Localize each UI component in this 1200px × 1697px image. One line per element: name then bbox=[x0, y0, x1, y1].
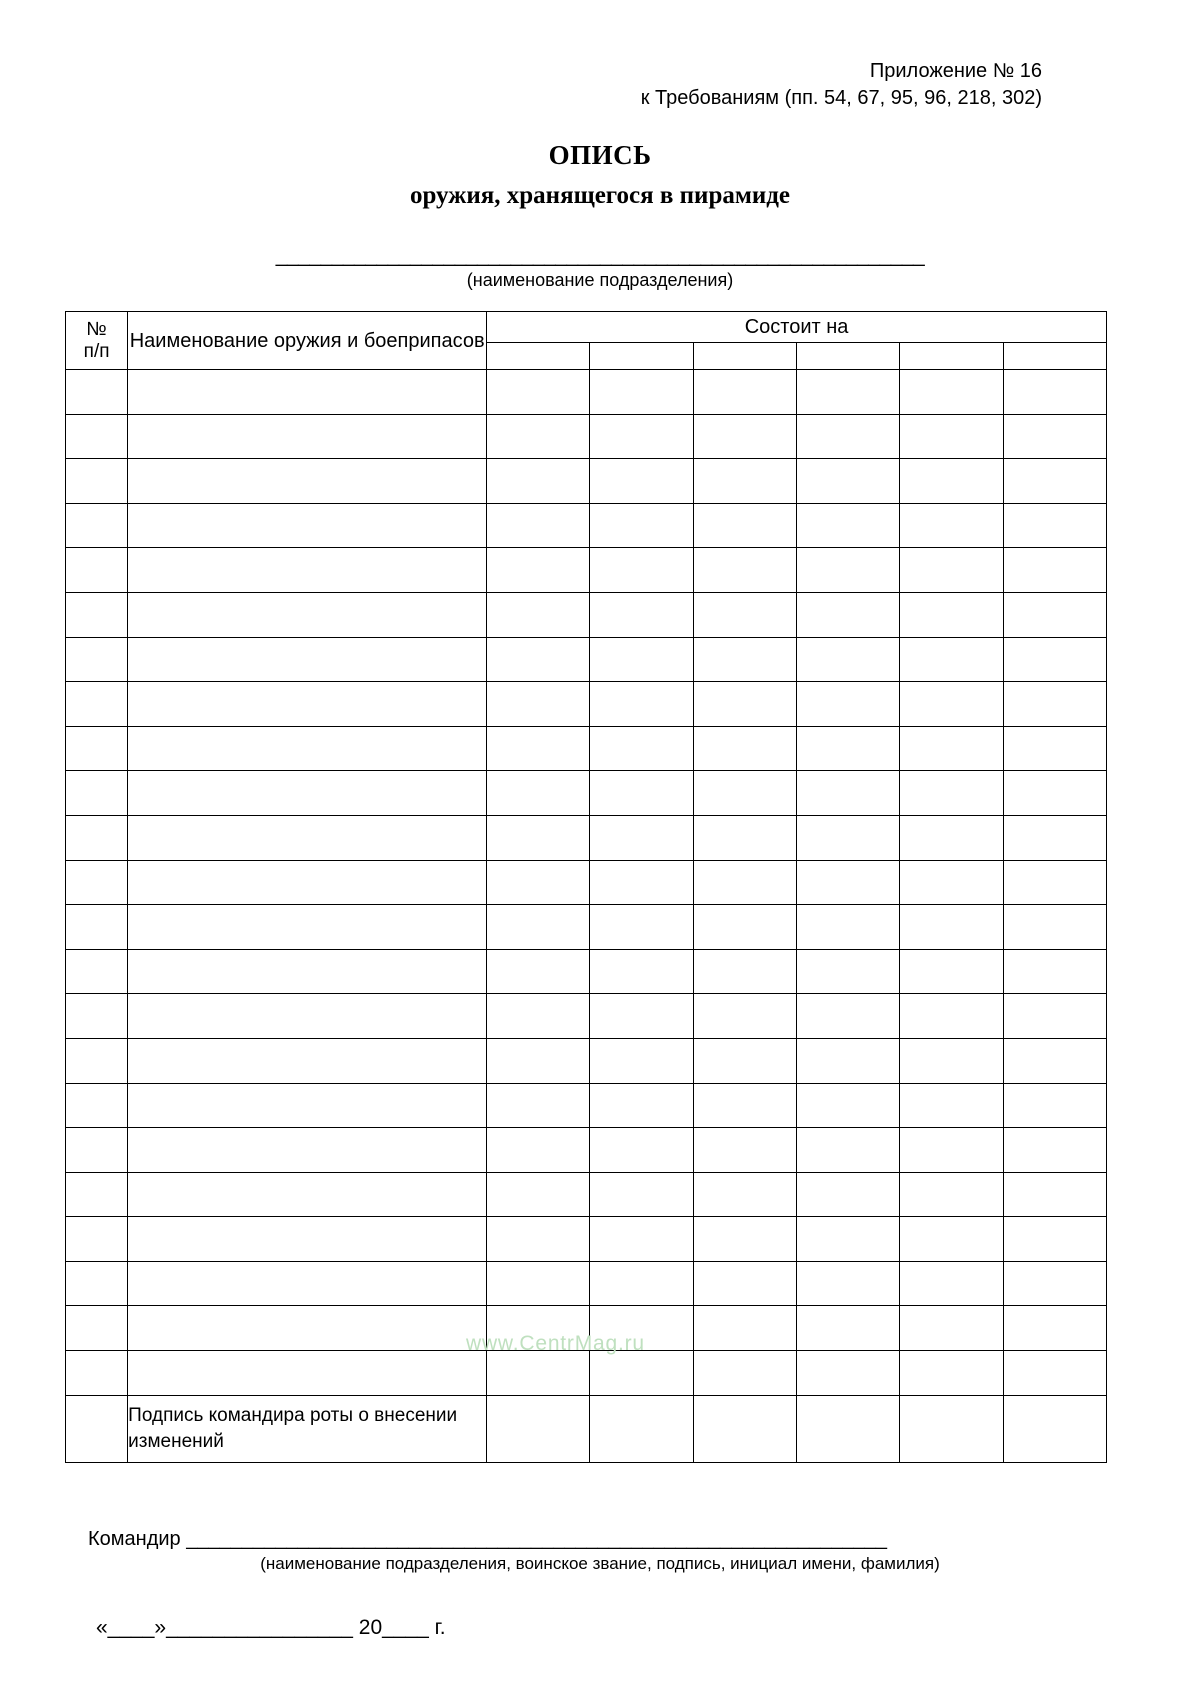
cell-state[interactable] bbox=[590, 1172, 693, 1217]
table-row bbox=[66, 1261, 1107, 1306]
cell-state[interactable] bbox=[1003, 370, 1106, 415]
cell-state[interactable] bbox=[487, 592, 590, 637]
cell-state[interactable] bbox=[487, 459, 590, 504]
commander-signature-line: Командир _______________________________________________________________ bbox=[88, 1528, 887, 1550]
cell-number[interactable] bbox=[66, 726, 128, 771]
table-row bbox=[66, 949, 1107, 994]
cell-number[interactable] bbox=[66, 548, 128, 593]
state-subcolumn bbox=[797, 343, 900, 370]
appendix-requirements: к Требованиям (пп. 54, 67, 95, 96, 218, 302) bbox=[640, 87, 1042, 109]
cell-state[interactable] bbox=[693, 548, 796, 593]
cell-state[interactable] bbox=[900, 1083, 1003, 1128]
table-head bbox=[66, 312, 1107, 370]
cell-state[interactable] bbox=[487, 548, 590, 593]
cell-state[interactable] bbox=[590, 860, 693, 905]
cell-weapon-name[interactable] bbox=[128, 370, 487, 415]
cell-number[interactable] bbox=[66, 1351, 128, 1396]
cell-state[interactable] bbox=[900, 771, 1003, 816]
cell-weapon-name[interactable] bbox=[128, 1083, 487, 1128]
cell-state[interactable] bbox=[797, 815, 900, 860]
cell-state[interactable] bbox=[487, 1217, 590, 1262]
cell-state[interactable] bbox=[590, 815, 693, 860]
cell-state[interactable] bbox=[1003, 771, 1106, 816]
cell-weapon-name[interactable] bbox=[128, 860, 487, 905]
cell-number[interactable] bbox=[66, 682, 128, 727]
table-row bbox=[66, 682, 1107, 727]
table-row bbox=[66, 1083, 1107, 1128]
cell-number[interactable] bbox=[66, 860, 128, 905]
cell-weapon-name[interactable] bbox=[128, 503, 487, 548]
table-row bbox=[66, 503, 1107, 548]
cell-state[interactable] bbox=[590, 1217, 693, 1262]
cell-signature[interactable] bbox=[693, 1395, 796, 1462]
cell-state[interactable] bbox=[590, 459, 693, 504]
inventory-table bbox=[65, 311, 1107, 1463]
cell-state[interactable] bbox=[900, 949, 1003, 994]
cell-state[interactable] bbox=[1003, 1172, 1106, 1217]
appendix-number: Приложение № 16 bbox=[869, 60, 1042, 82]
cell-state[interactable] bbox=[797, 414, 900, 459]
cell-state[interactable] bbox=[590, 905, 693, 950]
cell-state[interactable] bbox=[590, 414, 693, 459]
cell-state[interactable] bbox=[1003, 726, 1106, 771]
cell-state[interactable] bbox=[590, 994, 693, 1039]
cell-weapon-name[interactable] bbox=[128, 1038, 487, 1083]
cell-state[interactable] bbox=[797, 726, 900, 771]
cell-weapon-name[interactable] bbox=[128, 682, 487, 727]
table-row bbox=[66, 1172, 1107, 1217]
cell-state[interactable] bbox=[487, 1128, 590, 1173]
cell-weapon-name[interactable] bbox=[128, 905, 487, 950]
cell-state[interactable] bbox=[797, 1172, 900, 1217]
date-line: «____»________________ 20____ г. bbox=[96, 1616, 446, 1639]
cell-state[interactable] bbox=[590, 682, 693, 727]
signature-row-label: Подпись командира роты о внесении изменений bbox=[128, 1395, 487, 1462]
cell-state[interactable] bbox=[900, 592, 1003, 637]
table-row bbox=[66, 592, 1107, 637]
cell-state[interactable] bbox=[487, 682, 590, 727]
cell-state[interactable] bbox=[797, 1128, 900, 1173]
table-body bbox=[66, 370, 1107, 1463]
cell-weapon-name[interactable] bbox=[128, 637, 487, 682]
cell-state[interactable] bbox=[487, 1038, 590, 1083]
cell-state[interactable] bbox=[900, 459, 1003, 504]
cell-state[interactable] bbox=[1003, 1306, 1106, 1351]
cell-state[interactable] bbox=[797, 1038, 900, 1083]
cell-state[interactable] bbox=[797, 548, 900, 593]
cell-number[interactable] bbox=[66, 1128, 128, 1173]
cell-state[interactable] bbox=[590, 771, 693, 816]
table-row bbox=[66, 860, 1107, 905]
cell-state[interactable] bbox=[1003, 459, 1106, 504]
cell-state[interactable] bbox=[1003, 860, 1106, 905]
cell-state[interactable] bbox=[590, 1261, 693, 1306]
cell-signature[interactable] bbox=[590, 1395, 693, 1462]
cell-state[interactable] bbox=[900, 503, 1003, 548]
cell-state[interactable] bbox=[693, 370, 796, 415]
table-row bbox=[66, 905, 1107, 950]
cell-weapon-name[interactable] bbox=[128, 949, 487, 994]
unit-name-blank-line: __________________________________________________________ bbox=[275, 244, 925, 267]
cell-state[interactable] bbox=[797, 905, 900, 950]
cell-state[interactable] bbox=[487, 370, 590, 415]
cell-number[interactable] bbox=[66, 949, 128, 994]
cell-state[interactable] bbox=[487, 771, 590, 816]
cell-state[interactable] bbox=[797, 459, 900, 504]
cell-weapon-name[interactable] bbox=[128, 771, 487, 816]
cell-state[interactable] bbox=[1003, 815, 1106, 860]
table-row bbox=[66, 1351, 1107, 1396]
cell-state[interactable] bbox=[693, 905, 796, 950]
cell-state[interactable] bbox=[1003, 1083, 1106, 1128]
cell-number[interactable] bbox=[66, 370, 128, 415]
cell-number[interactable] bbox=[66, 592, 128, 637]
cell-weapon-name[interactable] bbox=[128, 1306, 487, 1351]
table-row bbox=[66, 1306, 1107, 1351]
cell-state[interactable] bbox=[487, 1351, 590, 1396]
cell-number[interactable] bbox=[66, 771, 128, 816]
cell-state[interactable] bbox=[693, 414, 796, 459]
cell-state[interactable] bbox=[900, 414, 1003, 459]
cell-state[interactable] bbox=[1003, 637, 1106, 682]
cell-signature[interactable] bbox=[1003, 1395, 1106, 1462]
cell-weapon-name[interactable] bbox=[128, 1172, 487, 1217]
cell-number[interactable] bbox=[66, 503, 128, 548]
cell-number[interactable] bbox=[66, 905, 128, 950]
cell-state[interactable] bbox=[693, 1083, 796, 1128]
table-row bbox=[66, 414, 1107, 459]
table-row-signature bbox=[66, 1395, 1107, 1462]
cell-state[interactable] bbox=[487, 905, 590, 950]
cell-number[interactable] bbox=[66, 1038, 128, 1083]
table-row bbox=[66, 1128, 1107, 1173]
appendix-reference bbox=[641, 58, 1042, 112]
table-row bbox=[66, 815, 1107, 860]
state-subcolumn bbox=[1003, 343, 1106, 370]
page-title bbox=[0, 140, 1200, 210]
cell-weapon-name[interactable] bbox=[128, 548, 487, 593]
cell-state[interactable] bbox=[487, 994, 590, 1039]
cell-weapon-name[interactable] bbox=[128, 726, 487, 771]
cell-weapon-name[interactable] bbox=[128, 414, 487, 459]
cell-state[interactable] bbox=[1003, 682, 1106, 727]
cell-number[interactable] bbox=[66, 1261, 128, 1306]
cell-state[interactable] bbox=[797, 1261, 900, 1306]
cell-state[interactable] bbox=[487, 815, 590, 860]
cell-signature[interactable] bbox=[900, 1395, 1003, 1462]
cell-state[interactable] bbox=[693, 860, 796, 905]
state-subcolumn bbox=[590, 343, 693, 370]
commander-caption: (наименование подразделения, воинское звание, подпись, инициал имени, фамилия) bbox=[260, 1554, 940, 1573]
column-header-state-on: Состоит на bbox=[487, 312, 1107, 343]
cell-state[interactable] bbox=[590, 1083, 693, 1128]
cell-state[interactable] bbox=[900, 726, 1003, 771]
cell-state[interactable] bbox=[797, 682, 900, 727]
cell-weapon-name[interactable] bbox=[128, 815, 487, 860]
cell-state[interactable] bbox=[693, 1261, 796, 1306]
cell-state[interactable] bbox=[590, 503, 693, 548]
cell-state[interactable] bbox=[1003, 1261, 1106, 1306]
cell-weapon-name[interactable] bbox=[128, 592, 487, 637]
cell-state[interactable] bbox=[590, 1038, 693, 1083]
unit-name-field bbox=[0, 244, 1200, 291]
cell-state[interactable] bbox=[1003, 414, 1106, 459]
cell-state[interactable] bbox=[693, 1172, 796, 1217]
state-subcolumn bbox=[693, 343, 796, 370]
cell-state[interactable] bbox=[900, 1038, 1003, 1083]
cell-state[interactable] bbox=[590, 637, 693, 682]
cell-state[interactable] bbox=[1003, 1351, 1106, 1396]
cell-state[interactable] bbox=[487, 1306, 590, 1351]
cell-weapon-name[interactable] bbox=[128, 1217, 487, 1262]
table-row bbox=[66, 459, 1107, 504]
cell-state[interactable] bbox=[487, 637, 590, 682]
cell-state[interactable] bbox=[693, 1306, 796, 1351]
cell-signature[interactable] bbox=[487, 1395, 590, 1462]
cell-state[interactable] bbox=[1003, 1217, 1106, 1262]
cell-state[interactable] bbox=[797, 994, 900, 1039]
cell-state[interactable] bbox=[590, 592, 693, 637]
cell-state[interactable] bbox=[487, 1261, 590, 1306]
cell-state[interactable] bbox=[1003, 905, 1106, 950]
cell-state[interactable] bbox=[900, 905, 1003, 950]
cell-state[interactable] bbox=[693, 1128, 796, 1173]
cell-state[interactable] bbox=[797, 949, 900, 994]
cell-state[interactable] bbox=[1003, 503, 1106, 548]
cell-number[interactable] bbox=[66, 815, 128, 860]
cell-weapon-name[interactable] bbox=[128, 994, 487, 1039]
cell-state[interactable] bbox=[797, 370, 900, 415]
cell-state[interactable] bbox=[797, 860, 900, 905]
cell-state[interactable] bbox=[487, 949, 590, 994]
table-row bbox=[66, 994, 1107, 1039]
cell-state[interactable] bbox=[487, 1172, 590, 1217]
cell-state[interactable] bbox=[1003, 994, 1106, 1039]
cell-state[interactable] bbox=[693, 592, 796, 637]
table-row bbox=[66, 548, 1107, 593]
cell-state[interactable] bbox=[487, 726, 590, 771]
title-line-2: оружия, хранящегося в пирамиде bbox=[409, 182, 791, 209]
cell-state[interactable] bbox=[900, 1128, 1003, 1173]
watermark-text: www.CentrMag.ru bbox=[466, 1332, 645, 1355]
cell-weapon-name[interactable] bbox=[128, 1128, 487, 1173]
table-row bbox=[66, 370, 1107, 415]
cell-state[interactable] bbox=[487, 860, 590, 905]
table-row bbox=[66, 726, 1107, 771]
cell-state[interactable] bbox=[900, 860, 1003, 905]
table-row bbox=[66, 771, 1107, 816]
cell-state[interactable] bbox=[797, 592, 900, 637]
cell-state[interactable] bbox=[900, 994, 1003, 1039]
cell-number bbox=[66, 1395, 128, 1462]
cell-number[interactable] bbox=[66, 459, 128, 504]
cell-state[interactable] bbox=[900, 1217, 1003, 1262]
cell-state[interactable] bbox=[900, 548, 1003, 593]
cell-state[interactable] bbox=[1003, 548, 1106, 593]
cell-state[interactable] bbox=[900, 815, 1003, 860]
cell-state[interactable] bbox=[693, 771, 796, 816]
cell-state[interactable] bbox=[590, 370, 693, 415]
cell-state[interactable] bbox=[797, 1217, 900, 1262]
cell-state[interactable] bbox=[693, 682, 796, 727]
cell-state[interactable] bbox=[900, 637, 1003, 682]
cell-state[interactable] bbox=[693, 994, 796, 1039]
cell-state[interactable] bbox=[590, 1128, 693, 1173]
cell-state[interactable] bbox=[900, 1351, 1003, 1396]
cell-state[interactable] bbox=[590, 1306, 693, 1351]
cell-state[interactable] bbox=[1003, 1128, 1106, 1173]
state-subcolumn bbox=[900, 343, 1003, 370]
column-header-number-line1: № bbox=[86, 318, 107, 340]
cell-state[interactable] bbox=[797, 637, 900, 682]
column-header-number-line2: п/п bbox=[83, 340, 110, 362]
document-footer bbox=[88, 1528, 1112, 1640]
cell-state[interactable] bbox=[797, 503, 900, 548]
cell-state[interactable] bbox=[693, 815, 796, 860]
table-row bbox=[66, 637, 1107, 682]
table-row bbox=[66, 1217, 1107, 1262]
cell-state[interactable] bbox=[693, 459, 796, 504]
unit-name-caption: (наименование подразделения) bbox=[466, 270, 734, 290]
cell-weapon-name[interactable] bbox=[128, 459, 487, 504]
cell-state[interactable] bbox=[487, 1083, 590, 1128]
cell-number[interactable] bbox=[66, 637, 128, 682]
title-line-1: ОПИСЬ bbox=[548, 140, 652, 170]
cell-state[interactable] bbox=[797, 771, 900, 816]
cell-number[interactable] bbox=[66, 414, 128, 459]
cell-state[interactable] bbox=[693, 637, 796, 682]
cell-state[interactable] bbox=[797, 1306, 900, 1351]
cell-state[interactable] bbox=[590, 726, 693, 771]
cell-number[interactable] bbox=[66, 994, 128, 1039]
cell-state[interactable] bbox=[797, 1351, 900, 1396]
cell-state[interactable] bbox=[693, 1217, 796, 1262]
cell-state[interactable] bbox=[900, 1306, 1003, 1351]
cell-state[interactable] bbox=[590, 1351, 693, 1396]
table-row bbox=[66, 1038, 1107, 1083]
cell-state[interactable] bbox=[693, 503, 796, 548]
cell-state[interactable] bbox=[590, 949, 693, 994]
cell-state[interactable] bbox=[900, 682, 1003, 727]
cell-state[interactable] bbox=[1003, 949, 1106, 994]
cell-state[interactable] bbox=[487, 414, 590, 459]
cell-state[interactable] bbox=[1003, 592, 1106, 637]
cell-state[interactable] bbox=[693, 1351, 796, 1396]
table-header-row bbox=[66, 312, 1107, 343]
cell-number[interactable] bbox=[66, 1172, 128, 1217]
cell-state[interactable] bbox=[900, 1172, 1003, 1217]
cell-number[interactable] bbox=[66, 1306, 128, 1351]
cell-weapon-name[interactable] bbox=[128, 1351, 487, 1396]
cell-state[interactable] bbox=[693, 949, 796, 994]
column-header-number bbox=[66, 312, 128, 370]
cell-state[interactable] bbox=[900, 370, 1003, 415]
cell-number[interactable] bbox=[66, 1083, 128, 1128]
cell-state[interactable] bbox=[797, 1083, 900, 1128]
cell-state[interactable] bbox=[693, 1038, 796, 1083]
cell-state[interactable] bbox=[487, 503, 590, 548]
cell-weapon-name[interactable] bbox=[128, 1261, 487, 1306]
cell-state[interactable] bbox=[590, 548, 693, 593]
state-subcolumn bbox=[487, 343, 590, 370]
column-header-weapon-name: Наименование оружия и боеприпасов bbox=[128, 312, 487, 370]
cell-state[interactable] bbox=[1003, 1038, 1106, 1083]
cell-state[interactable] bbox=[693, 726, 796, 771]
cell-number[interactable] bbox=[66, 1217, 128, 1262]
cell-state[interactable] bbox=[900, 1261, 1003, 1306]
cell-signature[interactable] bbox=[797, 1395, 900, 1462]
